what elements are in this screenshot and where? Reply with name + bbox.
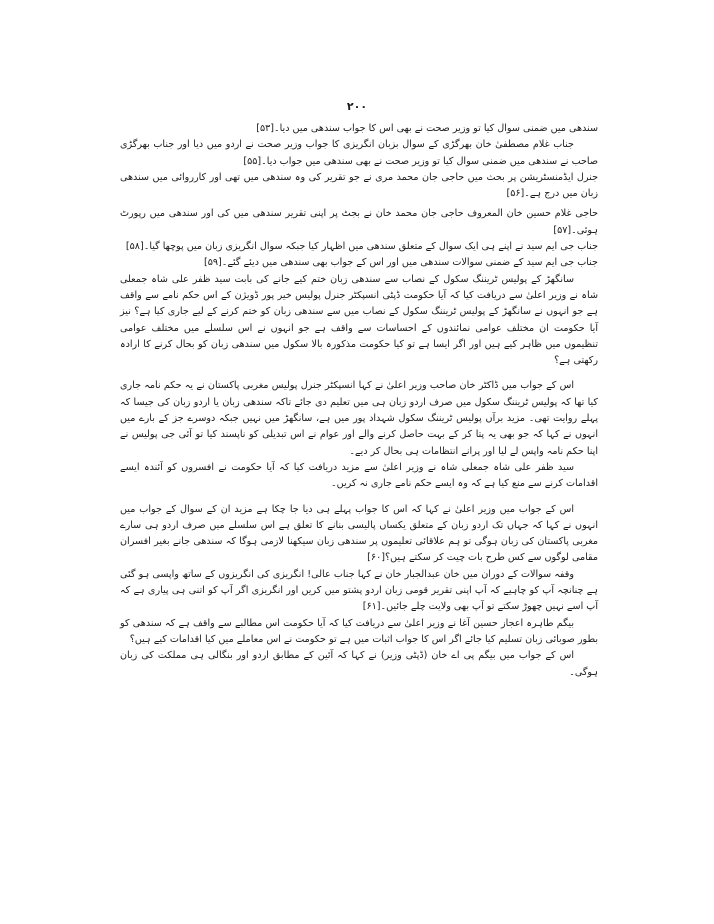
paragraph: جناب غلام مصطفیٰ خان بھرگڑی کے سوال بزبان انگریزی کا جواب وزیر صحت نے اردو میں دیا اور جناب بھرگڑی صاحب نے سندھی میں ضمنی سوال کیا تو وزیر صحت نے بھی سندھی میں جواب دیا۔[۵۵] xyxy=(120,139,598,167)
paragraph: جنرل ایڈمنسٹریشن پر بحث میں حاجی جان محمد مری نے جو تقریر کی وہ سندھی میں تھی اور کارروائی میں سندھی زبان میں درج ہے۔[۵۶] xyxy=(120,171,598,200)
paragraph: بیگم طاہرہ اعجاز حسین آغا نے وزیر اعلیٰ سے دریافت کیا کہ آیا حکومت اس مطالبے سے واقف ہے کہ سندھی کو بطور صوبائی زبان تسلیم کیا جائے اگر اس کا جواب اثبات میں ہے تو حکومت نے اس معاملے میں کیا اقدامات کیے ہیں؟ xyxy=(120,617,598,645)
paragraph: اس کے جواب میں بیگم پی اے خان (ڈپٹی وزیر) نے کہا کہ آئین کے مطابق اردو اور بنگالی ہی مملکت کی زبان ہوگی۔ xyxy=(120,650,598,678)
paragraph: وقفہ سوالات کے دوران میں خان عبدالجبار خان نے کہا جناب عالی! انگریزی کی انگریزوں کے ساتھ واپسی ہو گئی ہے چنانچہ آپ کو چاہیے کہ آپ اپنی تقریر قومی زبان اردو پشتو میں کریں اور انگریزی اگر آپ کو اتنی ہی پیاری ہے کہ آپ اسے نہیں چھوڑ سکتے تو آپ بھی ولایت چلے جائیں۔[۶۱] xyxy=(120,568,598,613)
paragraph: اس کے جواب میں وزیر اعلیٰ نے کہا کہ اس کا جواب پہلے ہی دیا جا چکا ہے مزید ان کے سوال کے جواب میں انہوں نے کہا کہ جہاں تک اردو زبان کے متعلق یکساں پالیسی بنانے کا تعلق ہے اس سلسلے میں صرف اردو ہی سارے مغربی پاکستان کی زبان ہوگی تو ہم علاقائی تعلیموں پر سندھی زبان سیکھنا لازمی ہوگا کہ سندھی جانے بغیر افسران مقامی لوگوں سے کس طرح بات چیت کر سکتے ہیں؟[۶۰] xyxy=(120,503,598,564)
page-body xyxy=(120,121,598,681)
paragraph: جناب جی ایم سید نے اپنے ہی ایک سوال کے متعلق سندھی میں اظہار کیا جبکہ سوال انگریزی زبان میں پوچھا گیا۔[۵۸] xyxy=(125,241,598,253)
page-number: ۲۰۰ xyxy=(346,100,368,113)
paragraph: سانگھڑ کے پولیس ٹریننگ سکول کے نصاب سے سندھی زبان ختم کیے جانے کی بابت سید ظفر علی شاہ جمعلی شاہ نے وزیر اعلیٰ سے دریافت کیا کہ آیا حکومت ڈپٹی انسپکٹر جنرل پولیس خیر پور ڈویژن کے اس حکم نامے سے واقف ہے جو انہوں نے سانگھڑ کے پولیس ٹریننگ سکول کے نصاب میں سے سندھی زبان کو ختم کرنے کے لیے جاری کیا ہے؟ نیز آیا حکومت ان مختلف عوامی نمائندوں کے احساسات سے واقف ہے جو انہوں نے اس سلسلے میں مختلف عوامی تنظیموں میں ظاہر کیے ہیں اور اگر ایسا ہے تو کیا حکومت مذکورہ بالا سکول میں سندھی زبان کو بحال کرنے کا ارادہ رکھتی ہے؟ xyxy=(120,273,598,367)
paragraph: سندھی میں ضمنی سوال کیا تو وزیر صحت نے بھی اس کا جواب سندھی میں دیا۔[۵۳] xyxy=(256,123,598,134)
paragraph: حاجی غلام حسین خان المعروف حاجی جان محمد خان نے بجٹ پر اپنی تقریر سندھی میں کی اور سندھی میں رپورٹ ہوئی۔[۵۷] xyxy=(120,208,598,236)
paragraph: اس کے جواب میں ڈاکٹر خان صاحب وزیر اعلیٰ نے کہا انسپکٹر جنرل پولیس مغربی پاکستان نے یہ حکم نامہ جاری کیا تھا کہ پولیس ٹریننگ سکول میں صرف اردو زبان ہی میں تعلیم دی جائے تاکہ سندھی زبان یا اردو زبان کی جیسا کہ پہلے روایت تھی۔ مزید برآں پولیس ٹریننگ سکول شہداد پور میں ہے، سانگھڑ میں نہیں جبکہ دوسرے جز کے بارے میں انہوں نے کہا کہ جو بھی یہ پتا کر کے بہت حاصل کرنے والے اور عوام نے اس تبدیلی کو ناپسند کیا تو آئی جی پولیس نے اپنا حکم نامہ واپس لے لیا اور پرانے انتظامات ہی بحال کر دیے۔ xyxy=(120,380,598,457)
paragraph: سید ظفر علی شاہ جمعلی شاہ نے وزیر اعلیٰ سے مزید دریافت کیا کہ آیا حکومت نے افسروں کو آئندہ ایسے اقدامات کرنے سے منع کیا ہے کہ وہ ایسے حکم نامے جاری نہ کریں۔ xyxy=(120,461,598,490)
paragraph: جناب جی ایم سید کے ضمنی سوالات سندھی میں اور اس کے جواب بھی سندھی میں دیئے گئے۔[۵۹] xyxy=(203,257,598,269)
